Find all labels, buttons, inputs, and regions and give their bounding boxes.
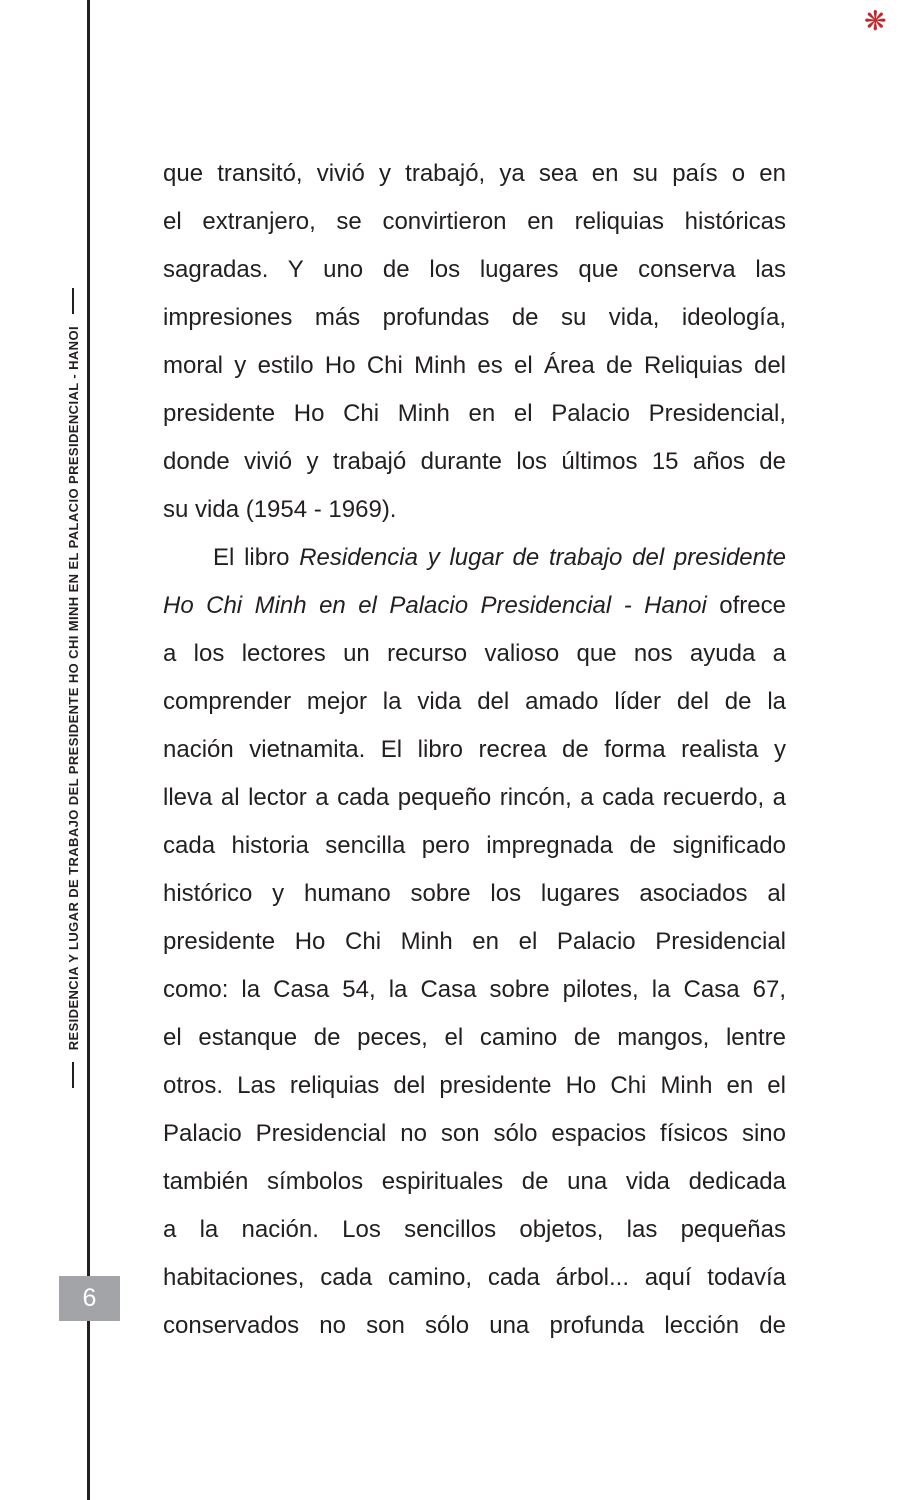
- text-segment: lleva al lector a cada pequeño rincón, a cada recuerdo, a: [163, 784, 786, 811]
- text-segment: donde vivió y trabajó durante los últimos 15 años de: [163, 448, 786, 475]
- flower-ornament-icon: ❋: [864, 6, 887, 36]
- text-segment: presidente Ho Chi Minh en el Palacio Presidencial,: [163, 400, 786, 427]
- text-segment: cada historia sencilla pero impregnada de significado: [163, 832, 786, 859]
- text-segment: a los lectores un recurso valioso que nos ayuda a: [163, 640, 786, 667]
- text-line: [163, 822, 786, 870]
- text-line: [163, 918, 786, 966]
- text-segment: que transitó, vivió y trabajó, ya sea en su país o en: [163, 160, 786, 187]
- text-segment: Palacio Presidencial no son sólo espacios físicos sino: [163, 1120, 786, 1147]
- text-line: [163, 1302, 786, 1350]
- text-line: [163, 198, 786, 246]
- text-line: [163, 870, 786, 918]
- text-line: [163, 774, 786, 822]
- text-line: [163, 582, 786, 630]
- text-line: [163, 246, 786, 294]
- text-segment: sagradas. Y uno de los lugares que conserva las: [163, 256, 786, 283]
- text-segment: nación vietnamita. El libro recrea de forma realista y: [163, 736, 786, 763]
- text-segment: ofrece: [706, 592, 786, 619]
- text-line: [163, 1158, 786, 1206]
- text-segment: impresiones más profundas de su vida, ideología,: [163, 304, 786, 331]
- text-segment: también símbolos espirituales de una vida dedicada: [163, 1168, 786, 1195]
- text-segment: comprender mejor la vida del amado líder del de la: [163, 688, 786, 715]
- text-line: [163, 1206, 786, 1254]
- text-line: [163, 294, 786, 342]
- text-segment: conservados no son sólo una profunda lección de: [163, 1312, 786, 1339]
- text-line: [163, 726, 786, 774]
- text-line: [163, 1014, 786, 1062]
- text-line: [163, 966, 786, 1014]
- text-segment: moral y estilo Ho Chi Minh es el Área de Reliquias del: [163, 352, 786, 379]
- text-line: [163, 390, 786, 438]
- text-segment: histórico y humano sobre los lugares asociados al: [163, 880, 786, 907]
- text-segment: el extranjero, se convirtieron en reliquias históricas: [163, 208, 786, 235]
- text-segment: su vida (1954 - 1969).: [163, 496, 397, 523]
- body-text: [163, 150, 786, 1350]
- spine-title-vertical: RESIDENCIA Y LUGAR DE TRABAJO DEL PRESIDENTE HO CHI MINH EN EL PALACIO PRESIDENCIAL - HANOI: [65, 325, 81, 1051]
- spine-dash-top: [72, 288, 74, 314]
- text-segment: habitaciones, cada camino, cada árbol... aquí todavía: [163, 1264, 786, 1291]
- text-line: [163, 342, 786, 390]
- text-segment: presidente Ho Chi Minh en el Palacio Presidencial: [163, 928, 786, 955]
- text-segment: como: la Casa 54, la Casa sobre pilotes, la Casa 67,: [163, 976, 786, 1003]
- text-segment: otros. Las reliquias del presidente Ho Chi Minh en el: [163, 1072, 786, 1099]
- book-title-italic: Ho Chi Minh en el Palacio Presidencial - Hanoi: [163, 592, 707, 619]
- spine-title-block: [58, 288, 88, 1088]
- book-title-italic: Residencia y lugar de trabajo del presidente: [299, 544, 786, 571]
- text-line: [163, 1110, 786, 1158]
- page-number-badge: 6: [59, 1276, 120, 1321]
- text-segment: a la nación. Los sencillos objetos, las pequeñas: [163, 1216, 786, 1243]
- text-line: [163, 150, 786, 198]
- text-line: [163, 534, 786, 582]
- text-segment: El libro: [213, 544, 300, 571]
- text-line: [163, 1254, 786, 1302]
- text-line: [163, 486, 786, 534]
- spine-dash-bottom: [72, 1062, 74, 1088]
- text-line: [163, 438, 786, 486]
- text-segment: el estanque de peces, el camino de mangos, lentre: [163, 1024, 786, 1051]
- text-line: [163, 630, 786, 678]
- text-line: [163, 678, 786, 726]
- text-line: [163, 1062, 786, 1110]
